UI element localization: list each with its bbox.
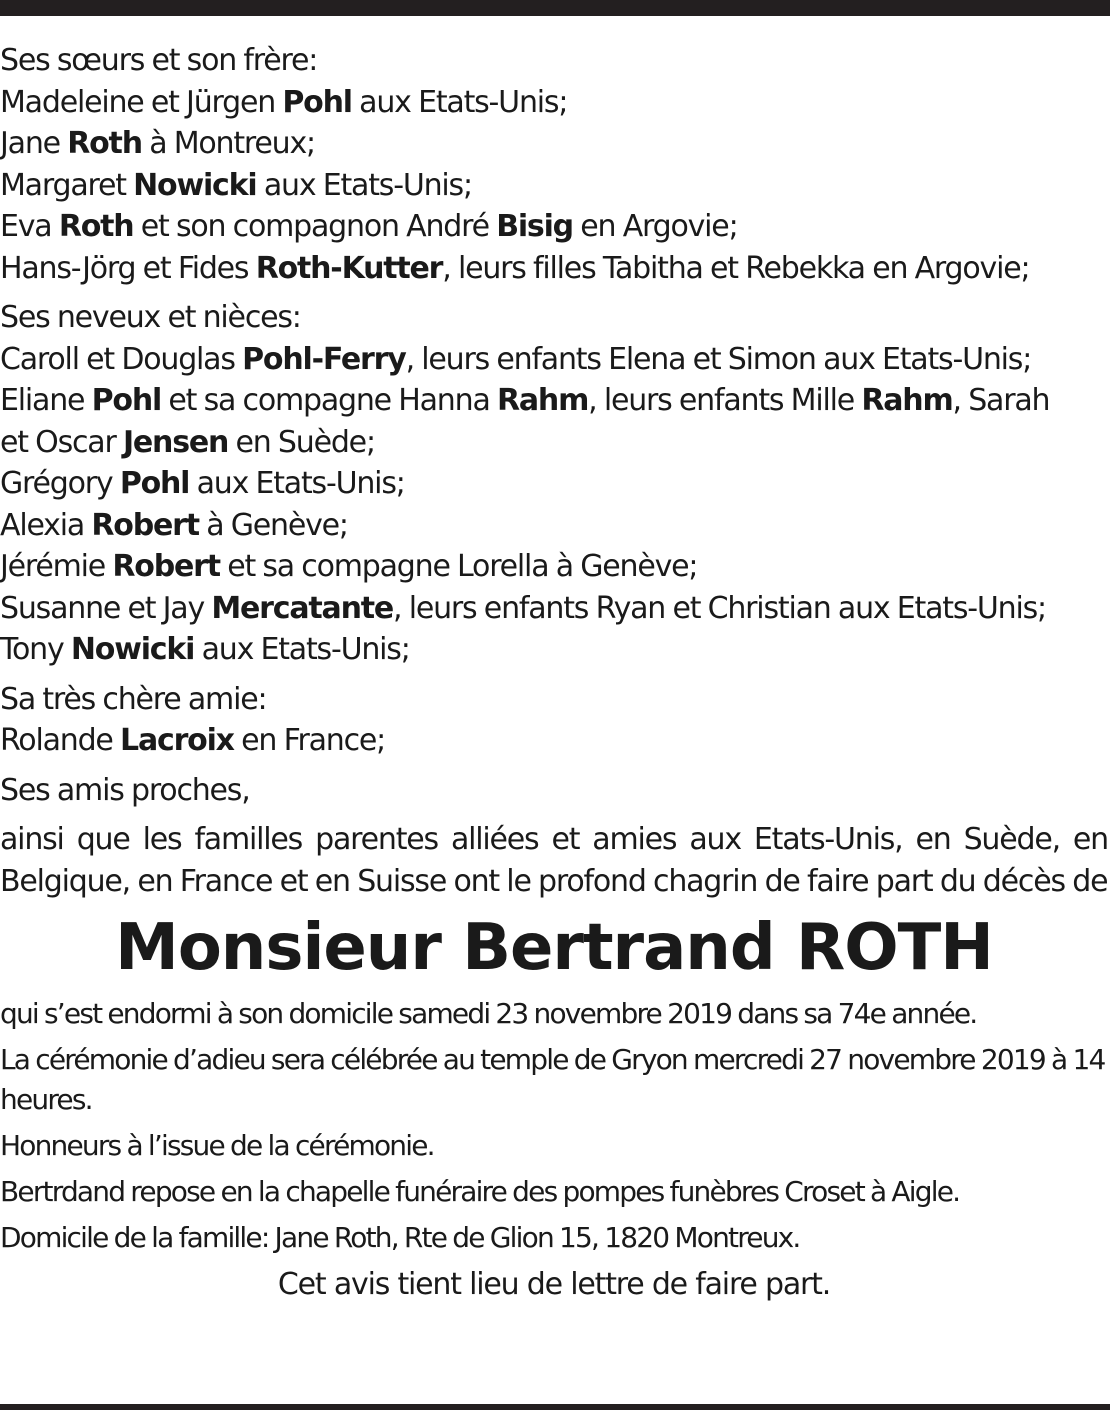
closing-line: Cet avis tient lieu de lettre de faire part. — [277, 1267, 831, 1302]
relative-text: Jane — [0, 126, 68, 161]
relative-line — [0, 339, 1108, 381]
siblings-list — [0, 82, 1108, 290]
friend-heading: Sa très chère amie: — [0, 681, 267, 717]
relative-text: en Argovie; — [572, 209, 738, 244]
family-name: Lacroix — [120, 723, 234, 758]
relative-text: en Suède; — [228, 424, 375, 460]
nephews-heading: Ses neveux et nièces: — [0, 300, 301, 335]
family-name: Mercatante — [211, 590, 394, 626]
relative-text: , leurs enfants Ryan et Christian aux Etats-Unis; — [393, 590, 1046, 626]
nephews-list — [0, 339, 1108, 671]
relative-text: Madeleine et Jürgen — [0, 84, 283, 120]
relative-text: Margaret — [0, 167, 134, 203]
relative-line — [0, 206, 1108, 248]
siblings-section — [0, 40, 1108, 289]
relative-text: Hans-Jörg et Fides — [0, 250, 256, 286]
relative-text: , leurs enfants Elena et Simon aux Etats-Unis; — [405, 341, 1032, 377]
relative-text: aux Etats-Unis; — [351, 84, 568, 120]
obituary-notice — [0, 40, 1108, 1306]
relative-text: Grégory — [0, 466, 120, 501]
close-friends-section — [0, 770, 1108, 812]
top-rule — [0, 0, 1110, 16]
family-name: Robert — [112, 549, 220, 584]
siblings-heading: Ses sœurs et son frère: — [0, 43, 318, 78]
relative-line — [0, 123, 1108, 165]
relative-text: Rolande — [0, 723, 121, 758]
nephews-section — [0, 297, 1108, 671]
relative-text: et sa compagne Hanna — [161, 383, 497, 418]
relative-text: , leurs filles Tabitha et Rebekka en Argovie; — [442, 250, 1030, 286]
relative-text: , Sarah — [952, 383, 1050, 418]
family-name: Pohl-Ferry — [242, 341, 406, 377]
family-address: Domicile de la famille: Jane Roth, Rte de Glion 15, 1820 Montreux. — [0, 1221, 800, 1254]
relative-text: en France; — [233, 723, 386, 758]
relative-text: aux Etats-Unis; — [189, 466, 405, 501]
relative-line — [0, 380, 1108, 422]
relative-text: Jérémie — [0, 549, 113, 584]
friend-list — [0, 720, 1108, 762]
relative-text: et Oscar — [0, 424, 123, 460]
family-name: Robert — [91, 507, 199, 543]
family-name: Jensen — [122, 424, 229, 460]
family-name: Roth — [58, 209, 134, 244]
family-name: Pohl — [282, 84, 352, 120]
family-name: Pohl — [119, 466, 190, 501]
family-name: Nowicki — [133, 167, 257, 203]
relative-text: à Genève; — [198, 507, 348, 543]
relative-text: à Montreux; — [141, 126, 315, 161]
relative-text: Susanne et Jay — [0, 590, 212, 626]
ceremony-details: La cérémonie d’adieu sera célébrée au temple de Gryon mercredi 27 novembre 2019 à 14 heures. — [0, 1043, 1105, 1116]
relative-line — [0, 82, 1108, 124]
relative-line — [0, 248, 1108, 290]
relative-text: Alexia — [0, 507, 92, 543]
bottom-rule — [0, 1404, 1110, 1410]
relative-line — [0, 588, 1108, 630]
family-name: Pohl — [91, 383, 162, 418]
friend-section — [0, 679, 1108, 762]
relative-line — [0, 165, 1108, 207]
deceased-name: Monsieur Bertrand ROTH — [115, 911, 993, 985]
relative-text: Caroll et Douglas — [0, 341, 243, 377]
relative-text: et sa compagne Lorella à Genève; — [219, 549, 698, 584]
family-name: Rahm — [861, 383, 953, 418]
family-name: Roth — [67, 126, 142, 161]
relative-line — [0, 546, 1108, 588]
honours-details: Honneurs à l’issue de la cérémonie. — [0, 1129, 434, 1162]
relative-text: aux Etats-Unis; — [194, 632, 410, 667]
relative-line — [0, 720, 1108, 762]
relative-text: Eliane — [0, 383, 92, 418]
family-name: Bisig — [496, 209, 573, 244]
relative-text: et son compagnon André — [133, 209, 497, 244]
announcement-paragraph: ainsi que les familles parentes alliées et amies aux Etats-Unis, en Suède, en Belgique, en France et en Suisse ont le profond chagrin de faire part du décès de — [0, 822, 1108, 899]
relative-text: , leurs enfants Mille — [588, 383, 862, 418]
relative-line — [0, 463, 1108, 505]
relative-text: aux Etats-Unis; — [256, 167, 472, 203]
family-name: Roth-Kutter — [255, 250, 443, 286]
relative-text: Eva — [0, 209, 59, 244]
close-friends-line: Ses amis proches, — [0, 772, 250, 808]
family-name: Nowicki — [70, 632, 195, 667]
family-name: Rahm — [496, 383, 589, 418]
resting-details: Bertrdand repose en la chapelle funéraire des pompes funèbres Croset à Aigle. — [0, 1175, 960, 1208]
relative-line — [0, 505, 1108, 547]
relative-text: Tony — [0, 632, 71, 667]
death-details: qui s’est endormi à son domicile samedi 23 novembre 2019 dans sa 74e année. — [0, 997, 977, 1030]
relative-line — [0, 629, 1108, 671]
relative-line — [0, 422, 1108, 464]
